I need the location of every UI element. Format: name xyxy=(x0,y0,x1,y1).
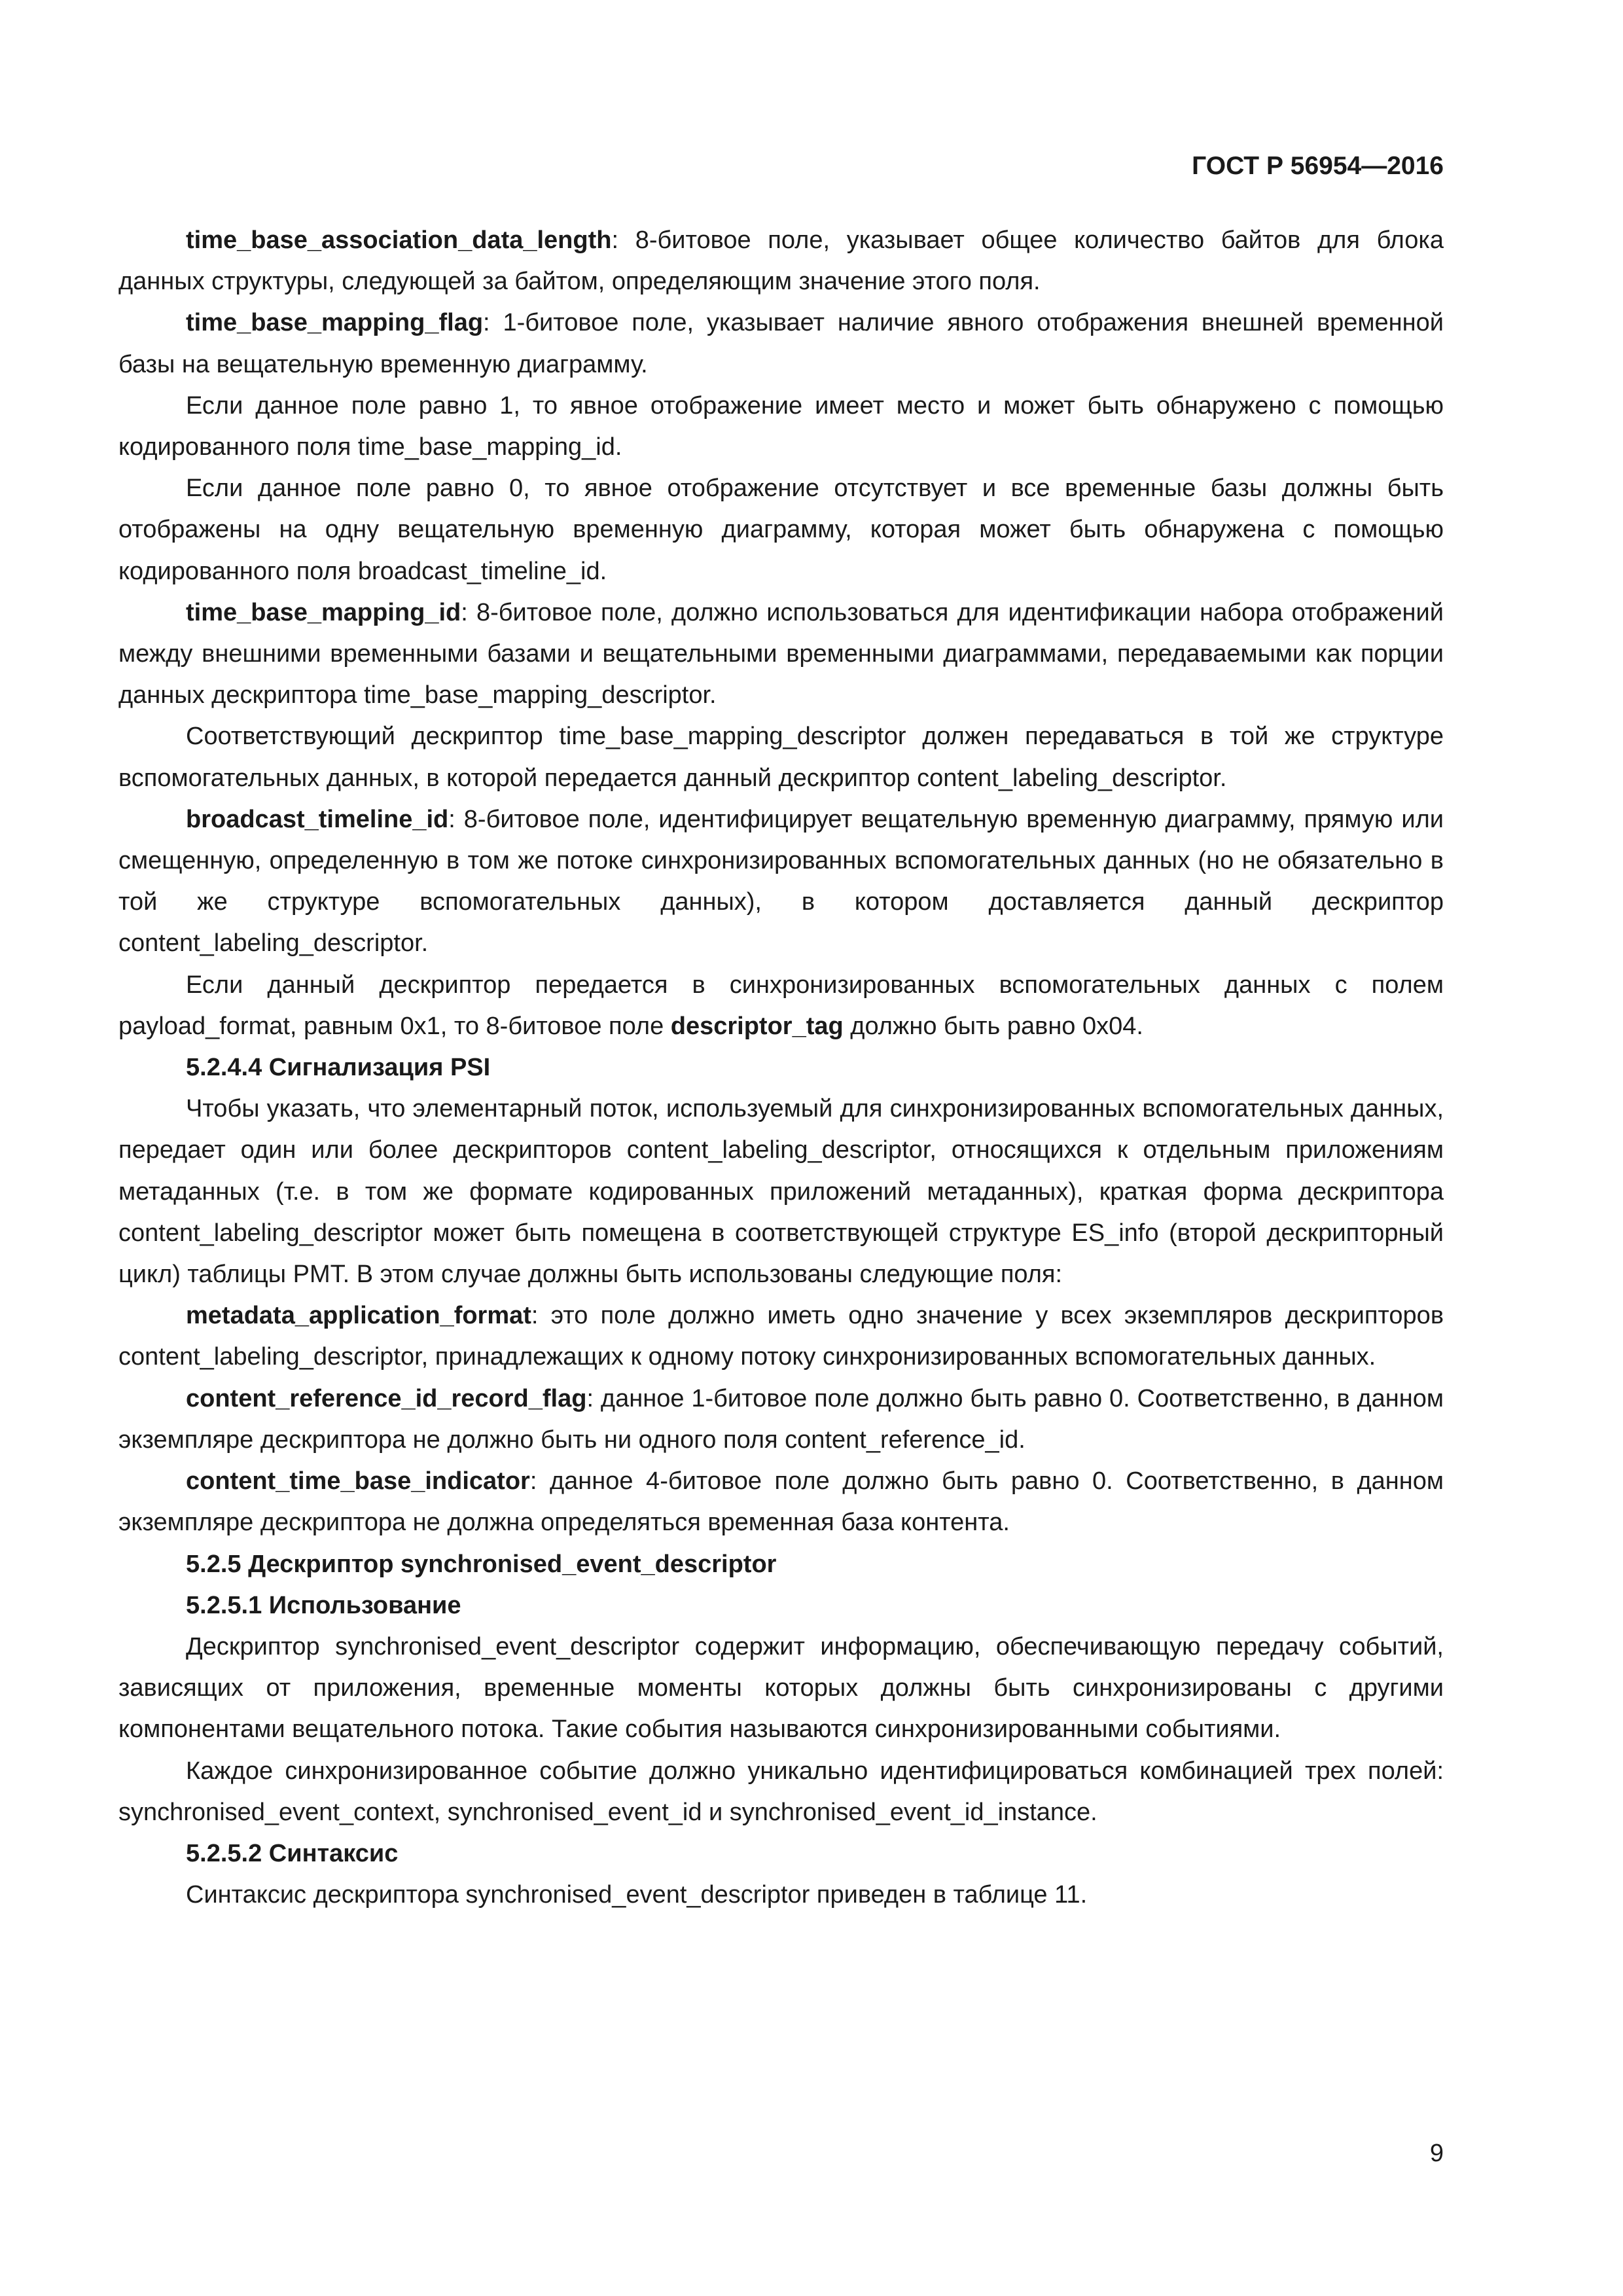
paragraph-syntax-reference: Синтаксис дескриптора synchronised_event_descriptor приведен в таблице 11. xyxy=(186,1881,1088,1909)
paragraph-time-base-association-data-length xyxy=(118,220,1444,302)
field-name: time_base_mapping_id xyxy=(186,598,461,626)
section-heading-5-2-5-2: 5.2.5.2 Синтаксис xyxy=(186,1839,399,1867)
paragraph-mapping-descriptor-note: Соответствующий дескриптор time_base_mapping_descriptor должен передаваться в той же структуре вспомогательных данных, в которой передается данный дескриптор content_labeling_descriptor. xyxy=(118,723,1444,792)
field-description: : это поле должно иметь одно значение у всех экземпляров дескрипторов content_labeling_descriptor, принадлежащих к одному потоку синхронизированных вспомогательных данных. xyxy=(118,1302,1444,1371)
field-name: time_base_association_data_length xyxy=(186,226,612,254)
field-name: descriptor_tag xyxy=(670,1012,844,1040)
field-description: : 8-битовое поле, идентифицирует вещательную временную диаграмму, прямую или смещенную, определенную в том же потоке синхронизированных вспомогательных данных (но не обязательно в той же структуре вспомогательных данных), в котором доставляется данный дескриптор content_labeling_descriptor. xyxy=(118,805,1444,958)
field-name: content_time_base_indicator xyxy=(186,1467,530,1496)
page-number: 9 xyxy=(1429,2140,1444,2167)
field-description: : данное 1-битовое поле должно быть равно 0. Соответственно, в данном экземпляре дескриптора не должно быть ни одного поля content_reference_id. xyxy=(118,1384,1444,1454)
paragraph-metadata-application-format xyxy=(118,1295,1444,1378)
field-description: : 8-битовое поле, указывает общее количество байтов для блока данных структуры, следующей за байтом, определяющим значение этого поля. xyxy=(118,226,1444,296)
paragraph-psi-signalling: Чтобы указать, что элементарный поток, используемый для синхронизированных вспомогательных данных, передает один или более дескрипторов content_labeling_descriptor, относящихся к отдельным приложениям метаданных (т.е. в том же формате кодированных приложений метаданных), краткая форма дескриптора content_labeling_descriptor может быть помещена в соответствующей структуре ES_info (второй дескрипторный цикл) таблицы PMT. В этом случае должны быть использованы следующие поля: xyxy=(118,1095,1444,1289)
document-code-header: ГОСТ Р 56954—2016 xyxy=(1192,152,1444,180)
field-name: metadata_application_format xyxy=(186,1302,531,1330)
section-heading-5-2-5: 5.2.5 Дескриптор synchronised_event_descriptor xyxy=(186,1550,777,1578)
paragraph-synchronised-event-usage: Дескриптор synchronised_event_descriptor содержит информацию, обеспечивающую передачу событий, зависящих от приложения, временные моменты которых должны быть синхронизированы с другими компонентами вещательного потока. Такие события называются синхронизированными событиями. xyxy=(118,1632,1444,1744)
field-description: : 1-битовое поле, указывает наличие явного отображения внешней временной базы на вещательную временную диаграмму. xyxy=(118,309,1444,378)
paragraph-content-reference-id-record-flag xyxy=(118,1378,1444,1461)
field-name: content_reference_id_record_flag xyxy=(186,1384,587,1412)
paragraph-time-base-mapping-flag xyxy=(118,302,1444,385)
paragraph-descriptor-tag xyxy=(118,965,1444,1047)
section-heading-5-2-4-4: 5.2.4.4 Сигнализация PSI xyxy=(186,1054,491,1082)
document-body xyxy=(118,220,1444,1916)
section-heading-5-2-5-1: 5.2.5.1 Использование xyxy=(186,1591,461,1619)
field-description: : 8-битовое поле, должно использоваться для идентификации набора отображений между внешними временными базами и вещательными временными диаграммами, передаваемыми как порции данных дескриптора time_base_mapping_descriptor. xyxy=(118,598,1444,709)
paragraph-flag-equals-1: Если данное поле равно 1, то явное отображение имеет место и может быть обнаружено с помощью кодированного поля time_base_mapping_id. xyxy=(118,391,1444,461)
paragraph-synchronised-event-identification: Каждое синхронизированное событие должно уникально идентифицироваться комбинацией трех полей: synchronised_event_context, synchronised_event_id и synchronised_event_id_instance. xyxy=(118,1757,1444,1826)
paragraph-broadcast-timeline-id xyxy=(118,799,1444,965)
paragraph-flag-equals-0: Если данное поле равно 0, то явное отображение отсутствует и все временные базы должны быть отображены на одну вещательную временную диаграмму, которая может быть обнаружена с помощью кодированного поля broadcast_timeline_id. xyxy=(118,475,1444,585)
paragraph-text: Если данный дескриптор передается в синхронизированных вспомогательных данных с полем payload_format, равным 0x1, то 8-битовое поле xyxy=(118,971,1444,1040)
paragraph-time-base-mapping-id xyxy=(118,592,1444,717)
paragraph-content-time-base-indicator xyxy=(118,1461,1444,1543)
field-name: broadcast_timeline_id xyxy=(186,805,449,833)
paragraph-text: должно быть равно 0x04. xyxy=(843,1012,1143,1040)
field-name: time_base_mapping_flag xyxy=(186,309,484,337)
field-description: : данное 4-битовое поле должно быть равно 0. Соответственно, в данном экземпляре дескриптора не должна определяться временная база контента. xyxy=(118,1467,1444,1537)
